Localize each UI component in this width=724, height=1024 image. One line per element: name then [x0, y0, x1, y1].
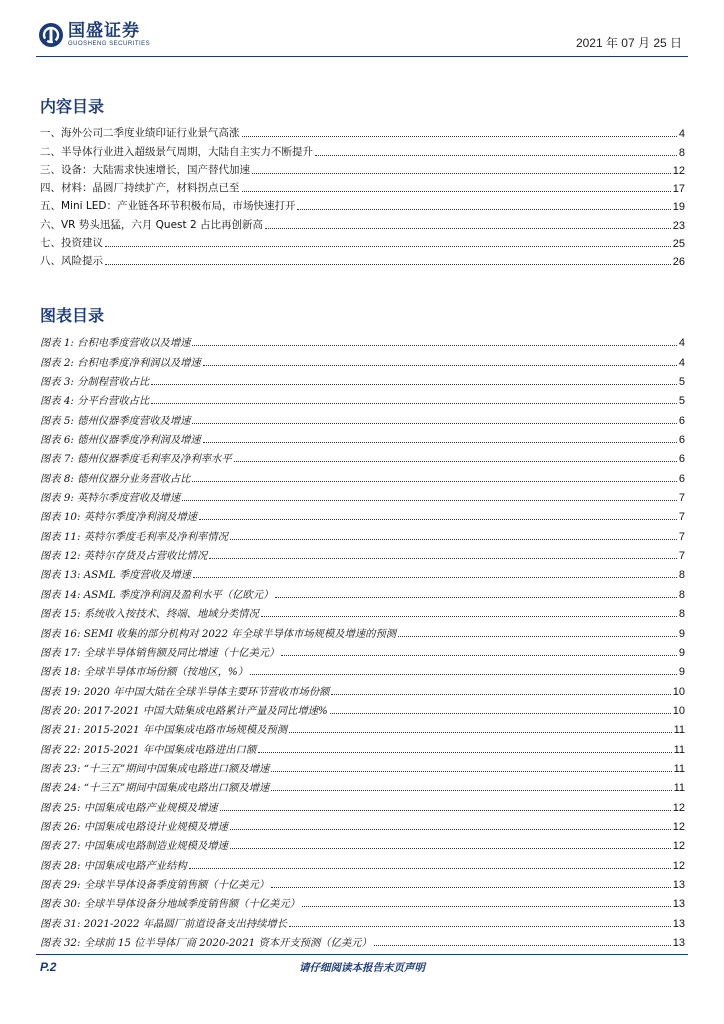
dot-leader	[193, 577, 677, 578]
figure-entry-page: 4	[678, 337, 685, 350]
figure-entry[interactable]	[40, 407, 685, 426]
dot-leader	[289, 732, 672, 733]
dot-leader	[302, 906, 671, 907]
figure-entry-page: 13	[672, 878, 685, 891]
dot-leader	[199, 519, 677, 520]
figure-entry-page: 5	[678, 376, 685, 389]
figure-entry[interactable]	[40, 756, 685, 775]
dot-leader	[315, 155, 677, 156]
dot-leader	[151, 403, 677, 404]
figure-entry-page: 8	[678, 608, 685, 621]
figure-entry[interactable]	[40, 465, 685, 484]
toc-entry-page: 19	[672, 201, 685, 214]
figure-entry-label: 图表 20: 2017-2021 中国大陆集成电路累计产量及同比增速%	[40, 704, 328, 717]
dot-leader	[203, 365, 677, 366]
figure-entry[interactable]	[40, 369, 685, 388]
figure-entry-label: 图表 29: 全球半导体设备季度销售额（十亿美元）	[40, 878, 270, 891]
toc-entry[interactable]	[40, 213, 685, 231]
dot-leader	[203, 442, 677, 443]
figure-entry[interactable]	[40, 872, 685, 891]
toc-entry-page: 23	[672, 219, 685, 232]
toc-entry[interactable]	[40, 159, 685, 177]
figure-entry-label: 图表 23: “十三五”期间中国集成电路进口额及增速	[40, 762, 270, 775]
toc-entry-page: 4	[678, 128, 685, 141]
dot-leader	[271, 790, 671, 791]
logo-chinese-name: 国盛证券	[68, 21, 140, 41]
dot-leader	[192, 481, 676, 482]
figure-entry-page: 11	[673, 782, 685, 795]
figure-entry[interactable]	[40, 930, 685, 949]
toc-entry-page: 17	[672, 183, 685, 196]
figure-entry-label: 图表 3: 分制程营收占比	[40, 376, 150, 389]
figures-title: 图表目录	[40, 306, 105, 325]
figure-entry-page: 6	[678, 414, 685, 427]
dot-leader	[105, 246, 671, 247]
figure-entry-label: 图表 13: ASML 季度营收及增速	[40, 569, 191, 582]
dot-leader	[189, 868, 671, 869]
footer-divider	[36, 954, 688, 955]
figure-entry-page: 13	[672, 917, 685, 930]
dot-leader	[331, 694, 670, 695]
figure-entry-label: 图表 2: 台积电季度净利润以及增速	[40, 356, 201, 369]
figure-entry-page: 13	[672, 898, 685, 911]
figure-entry[interactable]	[40, 349, 685, 368]
dot-leader	[220, 810, 671, 811]
figure-entry-page: 9	[678, 627, 685, 640]
logo-icon	[38, 22, 64, 48]
toc-entry-page: 12	[672, 164, 685, 177]
figure-entry-page: 7	[678, 511, 685, 524]
figure-entry-page: 11	[673, 724, 685, 737]
dot-leader	[242, 136, 677, 137]
dot-leader	[275, 597, 677, 598]
dot-leader	[242, 191, 671, 192]
figure-entry[interactable]	[40, 562, 685, 581]
figure-entry-label: 图表 8: 德州仪器分业务营收占比	[40, 472, 191, 485]
figure-entry-page: 11	[673, 762, 685, 775]
figure-entry[interactable]	[40, 620, 685, 639]
dot-leader	[192, 423, 676, 424]
contents-list	[40, 122, 685, 268]
dot-leader	[209, 558, 677, 559]
figure-entry-label: 图表 7: 德州仪器季度毛利率及净利率水平	[40, 453, 232, 466]
figure-entry[interactable]	[40, 388, 685, 407]
figure-entry-label: 图表 17: 全球半导体销售额及同比增速（十亿美元）	[40, 646, 280, 659]
dot-leader	[230, 539, 677, 540]
dot-leader	[289, 926, 671, 927]
figure-entry-page: 13	[672, 937, 685, 949]
toc-entry-label: 四、材料：晶圆厂持续扩产，材料拐点已至	[40, 182, 240, 195]
figure-entry[interactable]	[40, 523, 685, 542]
figure-entry-page: 8	[678, 588, 685, 601]
figure-entry-page: 6	[678, 453, 685, 466]
figure-entry-label: 图表 30: 全球半导体设备分地域季度销售额（十亿美元）	[40, 898, 300, 911]
page-header	[36, 18, 688, 57]
toc-entry-page: 26	[672, 256, 685, 269]
figure-entry[interactable]	[40, 581, 685, 600]
figure-entry-label: 图表 6: 德州仪器季度净利润及增速	[40, 434, 201, 447]
figure-entry-page: 10	[672, 685, 685, 698]
toc-entry-label: 五、Mini LED：产业链各环节积极布局，市场快速打开	[40, 200, 296, 213]
figures-list	[40, 330, 685, 949]
figure-entry[interactable]	[40, 446, 685, 465]
figure-entry[interactable]	[40, 794, 685, 813]
figure-entry-page: 12	[672, 820, 685, 833]
dot-leader	[398, 636, 677, 637]
figure-entry-label: 图表 4: 分平台营收占比	[40, 395, 150, 408]
figure-entry[interactable]	[40, 698, 685, 717]
dot-leader	[261, 616, 677, 617]
figure-entry-page: 7	[678, 492, 685, 505]
figure-entry-page: 9	[678, 666, 685, 679]
figure-entry-page: 7	[678, 530, 685, 543]
toc-entry[interactable]	[40, 232, 685, 250]
figure-entry-label: 图表 21: 2015-2021 年中国集成电路市场规模及预测	[40, 724, 288, 737]
figure-entry-label: 图表 31: 2021-2022 年晶圆厂前道设备支出持续增长	[40, 917, 288, 930]
figure-entry[interactable]	[40, 543, 685, 562]
figure-entry-page: 12	[672, 801, 685, 814]
figure-entry-page: 12	[672, 859, 685, 872]
figure-entry[interactable]	[40, 485, 685, 504]
figure-entry[interactable]	[40, 910, 685, 929]
figure-entry-label: 图表 11: 英特尔季度毛利率及净利率情况	[40, 530, 228, 543]
figure-entry-label: 图表 12: 英特尔存货及占营收比情况	[40, 550, 208, 563]
toc-entry-label: 三、设备：大陆需求快速增长，国产替代加速	[40, 163, 250, 176]
figure-entry-label: 图表 1: 台积电季度营收以及增速	[40, 337, 191, 350]
figure-entry-label: 图表 5: 德州仪器季度营收及增速	[40, 414, 191, 427]
figure-entry[interactable]	[40, 504, 685, 523]
dot-leader	[271, 771, 671, 772]
figure-entry[interactable]	[40, 640, 685, 659]
dot-leader	[151, 384, 677, 385]
figure-entry[interactable]	[40, 736, 685, 755]
figure-entry-label: 图表 22: 2015-2021 年中国集成电路进出口额	[40, 743, 257, 756]
figure-entry[interactable]	[40, 330, 685, 349]
figure-entry-label: 图表 27: 中国集成电路制造业规模及增速	[40, 840, 228, 853]
figure-entry[interactable]	[40, 775, 685, 794]
figure-entry[interactable]	[40, 659, 685, 678]
toc-entry[interactable]	[40, 177, 685, 195]
figure-entry[interactable]	[40, 678, 685, 697]
toc-entry-label: 二、半导体行业进入超级景气周期，大陆自主实力不断提升	[40, 145, 313, 158]
figure-entry-page: 6	[678, 434, 685, 447]
toc-entry-label: 七、投资建议	[40, 237, 103, 250]
figure-entry-page: 12	[672, 840, 685, 853]
dot-leader	[230, 829, 671, 830]
figure-entry[interactable]	[40, 833, 685, 852]
toc-entry[interactable]	[40, 122, 685, 140]
figure-entry[interactable]	[40, 852, 685, 871]
figure-entry-label: 图表 19: 2020 年中国大陆在全球半导体主要环节营收市场份额	[40, 685, 330, 698]
figure-entry-page: 10	[672, 704, 685, 717]
dot-leader	[230, 848, 671, 849]
toc-entry-page: 8	[678, 146, 685, 159]
toc-entry[interactable]	[40, 250, 685, 268]
figure-entry-label: 图表 10: 英特尔季度净利润及增速	[40, 511, 197, 524]
dot-leader	[271, 887, 671, 888]
dot-leader	[250, 674, 677, 675]
logo-english-name: GUOSHENG SECURITIES	[68, 41, 151, 47]
toc-entry-label: 一、海外公司二季度业绩印证行业景气高涨	[40, 127, 240, 140]
figure-entry-page: 7	[678, 550, 685, 563]
figure-entry-label: 图表 15: 系统收入按技术、终端、地域分类情况	[40, 608, 259, 621]
figure-entry[interactable]	[40, 427, 685, 446]
figure-entry-label: 图表 24: “十三五”期间中国集成电路出口额及增速	[40, 782, 270, 795]
figure-entry-label: 图表 18: 全球半导体市场份额（按地区，%）	[40, 666, 248, 679]
dot-leader	[105, 264, 671, 265]
toc-entry[interactable]	[40, 195, 685, 213]
dot-leader	[192, 345, 676, 346]
figure-entry[interactable]	[40, 891, 685, 910]
footer-disclaimer: 请仔细阅读本报告末页声明	[299, 962, 425, 974]
dot-leader	[297, 209, 670, 210]
figure-entry-label: 图表 9: 英特尔季度营收及增速	[40, 492, 181, 505]
figure-entry-page: 6	[678, 472, 685, 485]
figure-entry[interactable]	[40, 717, 685, 736]
dot-leader	[234, 461, 677, 462]
figure-entry-label: 图表 14: ASML 季度净利润及盈利水平（亿欧元）	[40, 588, 274, 601]
dot-leader	[265, 228, 671, 229]
figure-entry[interactable]	[40, 814, 685, 833]
figure-entry-page: 8	[678, 569, 685, 582]
figure-entry-label: 图表 26: 中国集成电路设计业规模及增速	[40, 820, 228, 833]
dot-leader	[281, 655, 677, 656]
footer-page-number: P.2	[40, 960, 57, 974]
figure-entry[interactable]	[40, 601, 685, 620]
figure-entry-page: 11	[673, 743, 685, 756]
figure-entry-label: 图表 32: 全球前 15 位半导体厂商 2020-2021 资本开支预测（亿美元）	[40, 937, 372, 949]
figure-entry-label: 图表 28: 中国集成电路产业结构	[40, 859, 187, 872]
contents-title: 内容目录	[40, 97, 105, 116]
toc-entry[interactable]	[40, 140, 685, 158]
figure-entry-page: 9	[678, 646, 685, 659]
dot-leader	[374, 945, 671, 946]
report-date: 2021 年 07 月 25 日	[575, 36, 682, 50]
dot-leader	[258, 752, 671, 753]
dot-leader	[182, 500, 677, 501]
toc-entry-label: 八、风险提示	[40, 255, 103, 268]
figure-entry-page: 5	[678, 395, 685, 408]
toc-entry-label: 六、VR 势头迅猛，六月 Quest 2 占比再创新高	[40, 218, 263, 231]
figure-entry-label: 图表 16: SEMI 收集的部分机构对 2022 年全球半导体市场规模及增速的预测	[40, 627, 397, 640]
dot-leader	[252, 173, 671, 174]
dot-leader	[330, 713, 671, 714]
figure-entry-page: 4	[678, 356, 685, 369]
toc-entry-page: 25	[672, 238, 685, 251]
company-logo	[38, 22, 150, 48]
figure-entry-label: 图表 25: 中国集成电路产业规模及增速	[40, 801, 218, 814]
